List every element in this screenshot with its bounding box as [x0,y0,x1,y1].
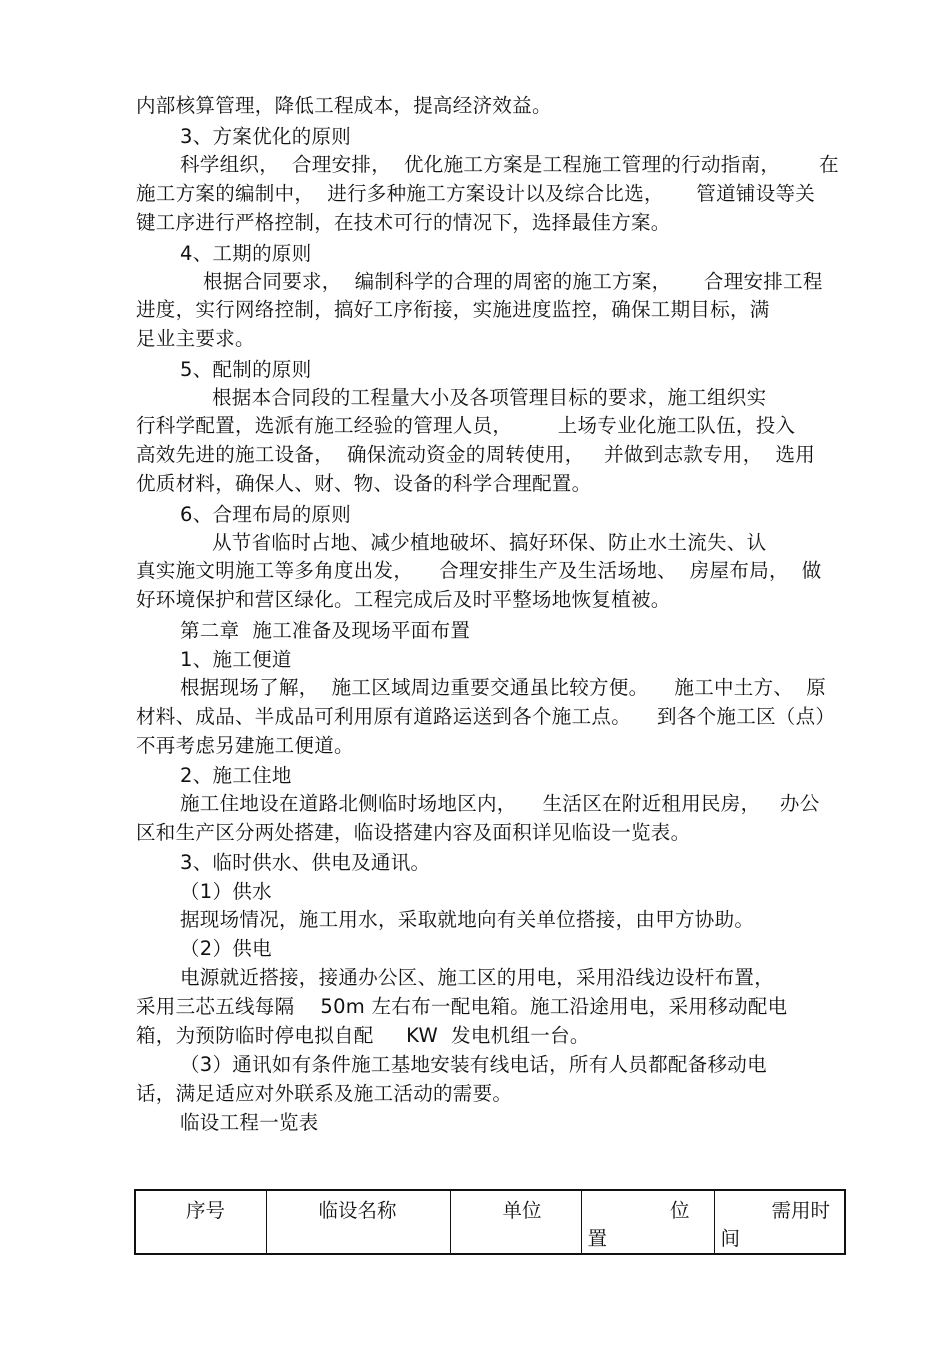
header-cell-required-time [714,1190,845,1254]
paragraph-line: 据现场情况，施工用水，采取就地向有关单位搭接，由甲方协助。 [180,908,755,931]
paragraph-line: 足业主要求。 [136,327,255,350]
paragraph-line: 施工住地设在道路北侧临时场地区内， 生活区在附近租用民房， 办公 [180,792,820,815]
paragraph-line: 箱，为预防临时停电拟自配 KW 发电机组一台。 [136,1024,590,1047]
header-cell-index: 序号 [135,1190,266,1254]
paragraph-line: 内部核算管理，降低工程成本，提高经济效益。 [136,94,552,117]
paragraph-line: （3）通讯如有条件施工基地安装有线电话，所有人员都配备移动电 [180,1053,767,1076]
paragraph-line: 根据本合同段的工程量大小及各项管理目标的要求，施工组织实 [212,386,767,409]
temporary-facilities-table [134,1189,846,1255]
header-cell-required-time-top: 需用时 [771,1199,830,1222]
header-cell-location-bottom: 置 [587,1227,608,1250]
paragraph-line: 好环境保护和营区绿化。工程完成后及时平整场地恢复植被。 [136,588,671,611]
section-heading: 3、临时供水、供电及通讯。 [180,851,431,874]
paragraph-line: 进度，实行网络控制，搞好工序衔接，实施进度监控，确保工期目标，满 [136,298,770,321]
paragraph-line: 真实施文明施工等多角度出发， 合理安排生产及生活场地、 房屋布局， 做 [136,559,822,582]
paragraph-line: 键工序进行严格控制，在技术可行的情况下，选择最佳方案。 [136,211,671,234]
paragraph-line: 科学组织， 合理安排， 优化施工方案是工程施工管理的行动指南， 在 [180,153,839,176]
section-heading: 5、配制的原则 [180,358,312,381]
subsection-heading: （1）供水 [180,880,272,903]
header-cell-unit: 单位 [450,1190,581,1254]
chapter-heading: 第二章 施工准备及现场平面布置 [180,619,471,642]
paragraph-line: 话，满足适应对外联系及施工活动的需要。 [136,1082,513,1105]
paragraph-line: 电源就近搭接，接通办公区、施工区的用电，采用沿线边设杆布置， [180,966,775,989]
header-cell-location-top: 位 [669,1199,690,1222]
paragraph-line: 区和生产区分两处搭建，临设搭建内容及面积详见临设一览表。 [136,821,691,844]
section-heading: 2、施工住地 [180,764,292,787]
paragraph-line: 施工方案的编制中， 进行多种施工方案设计以及综合比选， 管道铺设等关 [136,182,816,205]
table-caption: 临设工程一览表 [180,1111,319,1134]
paragraph-line: 优质材料，确保人、财、物、设备的科学合理配置。 [136,472,592,495]
section-heading: 3、方案优化的原则 [180,125,352,148]
header-cell-location [581,1190,714,1254]
section-heading: 4、工期的原则 [180,242,312,265]
paragraph-line: 行科学配置，选派有施工经验的管理人员， 上场专业化施工队伍，投入 [136,414,796,437]
paragraph-line: 根据合同要求， 编制科学的合理的周密的施工方案， 合理安排工程 [203,270,823,293]
paragraph-line: 根据现场了解， 施工区域周边重要交通虽比较方便。 施工中土方、 原 [180,676,826,699]
paragraph-line: 材料、成品、半成品可利用原有道路运送到各个施工点。 到各个施工区（点） [136,705,836,728]
paragraph-line: 不再考虑另建施工便道。 [136,734,354,757]
paragraph-line: 高效先进的施工设备， 确保流动资金的周转使用， 并做到志款专用， 选用 [136,443,816,466]
section-heading: 6、合理布局的原则 [180,503,352,526]
section-heading: 1、施工便道 [180,648,292,671]
paragraph-line: 从节省临时占地、减少植地破坏、搞好环保、防止水土流失、认 [212,531,767,554]
header-cell-facility-name: 临设名称 [266,1190,450,1254]
paragraph-line: 采用三芯五线每隔 50m 左右布一配电箱。施工沿途用电，采用移动配电 [136,995,788,1018]
subsection-heading: （2）供电 [180,937,272,960]
table-header-row [135,1190,845,1254]
header-cell-required-time-bottom: 间 [720,1227,741,1250]
